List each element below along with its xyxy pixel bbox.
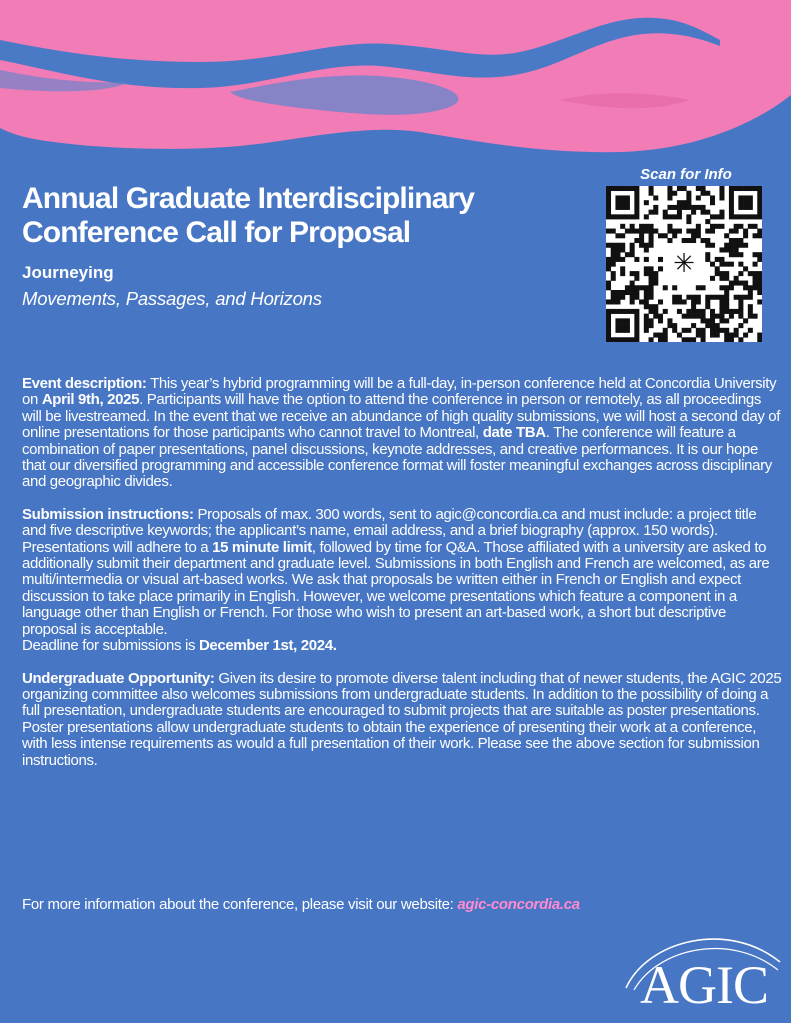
page-title: Annual Graduate Interdisciplinary Conference Call for Proposal bbox=[22, 182, 475, 249]
qr-caption: Scan for Info bbox=[640, 166, 732, 183]
undergraduate-opportunity: Undergraduate Opportunity: Given its desire to promote diverse talent including that of newer students, the AGIC 2025 organizing committee also welcomes submissions from undergraduate students. In addition to the possibility of doing a full presentation, undergraduate students are encouraged to submit projects that are suitable as poster presentations. Poster presentations allow undergraduate students to obtain the experience of presenting their work at a conference, with less intense requirements as would a full presentation of their work. Please see the above section for submission instructions. bbox=[22, 669, 782, 769]
submission-instructions: Submission instructions: Proposals of max. 300 words, sent to agic@concordia.ca and must include: a project title and five descriptive keywords; the applicant’s name, email address, and a brief biography (approx. 150 words). Presentations will adhere to a 15 minute limit, followed by time for Q&A. Those affiliated with a university are asked to additionally submit their department and graduate level. Submissions in both English and French are welcomed, as are multi/intermedia or visual art-based works. We ask that proposals be written either in French or English and expect discussion to take place primarily in English. However, we welcome presentations which feature a component in a language other than English or French. For those who wish to present an art-based work, a short but descriptive proposal is acceptable. Deadline for submissions is December 1st, 2024. bbox=[22, 505, 770, 655]
pink-wave-banner bbox=[0, 0, 791, 175]
website-link[interactable]: agic-concordia.ca bbox=[457, 896, 580, 913]
agic-logo: AGIC bbox=[640, 955, 768, 1015]
submission-label: Submission instructions: bbox=[22, 505, 194, 523]
event-date: April 9th, 2025 bbox=[41, 391, 140, 409]
qr-code[interactable] bbox=[606, 186, 762, 342]
main-text bbox=[22, 376, 782, 785]
conference-subtheme: Movements, Passages, and Horizons bbox=[22, 288, 322, 309]
time-limit: 15 minute limit bbox=[212, 538, 312, 556]
event-label: Event description: bbox=[22, 375, 147, 392]
event-description: Event description: This year’s hybrid programming will be a full-day, in-person conference held at Concordia University on April 9th, 2025. Participants will have the option to attend the conference in person or remotely, as all proceedings will be livestreamed. In the event that we receive an abundance of high quality submissions, we will host a second day of online presentations for those participants who cannot travel to Montreal, date TBA. The conference will feature a combination of paper presentations, panel discussions, keynote addresses, and creative performances. It is our hope that our diversified programming and accessible conference format will foster meaningful exchanges across disciplinary and geographic divides. bbox=[22, 375, 781, 491]
second-day-date: date TBA bbox=[482, 424, 546, 442]
undergrad-label: Undergraduate Opportunity: bbox=[22, 669, 215, 687]
deadline: December 1st, 2024. bbox=[198, 637, 337, 655]
qr-code-icon bbox=[606, 186, 762, 342]
more-info: For more information about the conference, please visit our website: agic-concordia.ca bbox=[22, 896, 580, 913]
conference-theme: Journeying bbox=[22, 263, 114, 282]
svg-text:✳: ✳ bbox=[673, 249, 695, 279]
